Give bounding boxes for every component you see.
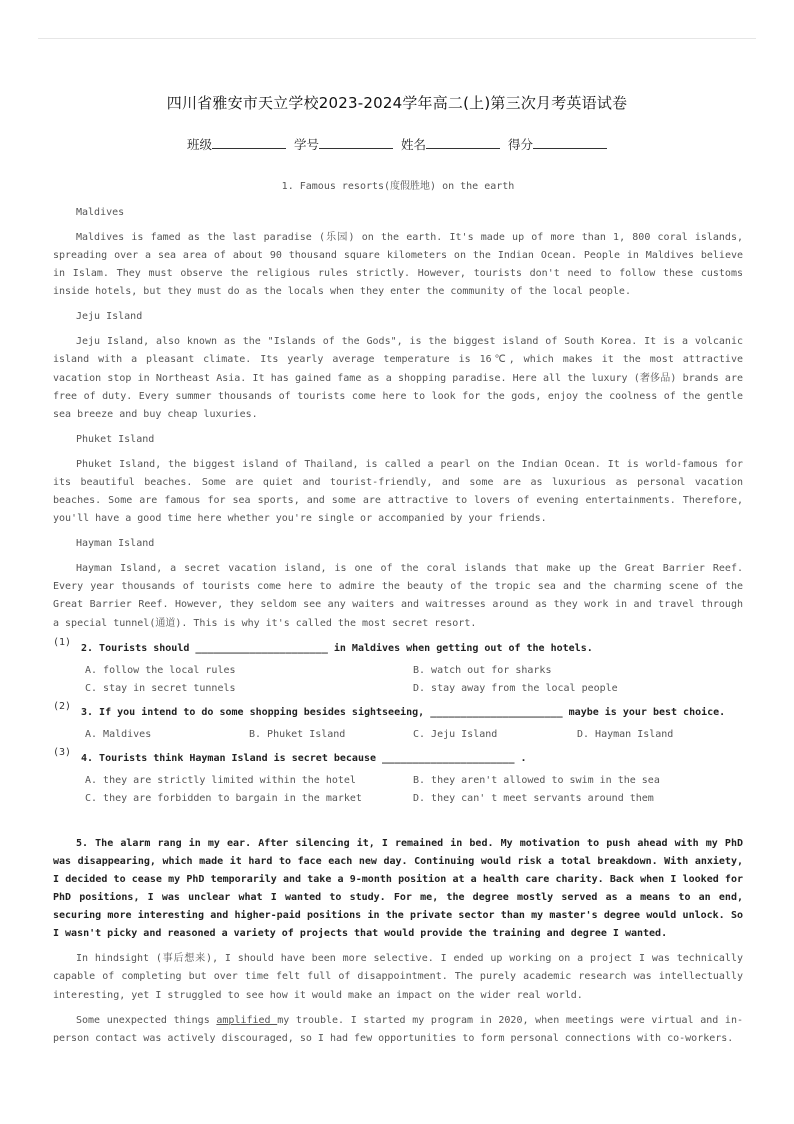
question-text: 2. Tourists should ______________________ in Maldives when getting out of the hotels. — [81, 642, 593, 654]
question-3-options — [85, 726, 743, 744]
section5-lead-paragraph: 5. The alarm rang in my ear. After silencing it, I remained in bed. My motivation to push ahead with my PhD was disappearing, which made it hard to face each new day. Continuing would risk a total breakdown. With anxiety, I decided to cease my PhD temporarily and take a 9-month position at a health care charity. Back when I looked for PhD positions, I was unclear what I wanted to study. For me, the degree mostly served as a means to an end, securing more interesting and higher-paid positions in the private sector than my master's degree would unlock. So I wasn't picky and reasoned a variety of projects that would provide the training and degree I wanted. — [53, 837, 743, 940]
passage-title-phuket: Phuket Island — [76, 433, 155, 445]
option-d[interactable]: D. they can' t meet servants around them — [413, 793, 654, 805]
question-text: 4. Tourists think Hayman Island is secret because ______________________ . — [81, 753, 527, 765]
option-a[interactable]: A. follow the local rules — [85, 664, 236, 676]
option-c[interactable]: C. Jeju Island — [413, 729, 498, 741]
section5-paragraph-3 — [53, 1012, 743, 1048]
option-d[interactable]: D. stay away from the local people — [413, 682, 618, 694]
question-2-options — [85, 662, 743, 699]
passage-jeju: Jeju Island, also known as the "Islands of the Gods", is the biggest island of South Korea. It is a volcanic island with a pleasant climate. Its yearly average temperature is 16℃, which makes it the most attractive vacation stop in Northeast Asia. It has gained fame as a shopping paradise. Here all the luxury (奢侈品) brands are free of duty. Every summer thousands of tourists come here to look for the gods, enjoy the coolness of the gentle sea breeze and buy cheap luxuries. — [53, 336, 743, 420]
option-a[interactable]: A. Maldives — [85, 729, 152, 741]
student-number-blank[interactable] — [319, 136, 393, 149]
option-a[interactable]: A. they are strictly limited within the hotel — [85, 775, 356, 787]
paragraph-text: Some unexpected things — [76, 1014, 217, 1026]
top-divider — [38, 38, 756, 39]
passage-maldives: Maldives is famed as the last paradise (乐园) on the earth. It's made up of more than 1, 800 coral islands, spreading over a sea area of about 90 thousand square kilometers on the Indian Ocean. People in Maldives believe in Islam. They must observe the religious rules strictly. However, tourists don't need to follow these customs inside hotels, but they must do as the locals when they enter the community of the local people. — [53, 232, 743, 298]
class-label: 班级 — [186, 137, 212, 152]
option-d[interactable]: D. Hayman Island — [577, 729, 674, 741]
score-blank[interactable] — [533, 136, 607, 149]
passage-phuket: Phuket Island, the biggest island of Thailand, is called a pearl on the Indian Ocean. It is world-famous for its beautiful beaches. Some are quiet and tourist-friendly, and some are as luxurious as personal vacation beaches. Some are famous for sea sports, and some are attractive to lovers of evening entertainments. Therefore, you'll have a good time here whether you're single or accompanied by your friends. — [53, 458, 743, 525]
paragraph-text: my trouble. I started my program in 2020, when meetings were virtual and in-person contact was actively discouraged, so I had few opportunities to form personal connections with co-workers. — [53, 1014, 743, 1044]
question-3 — [53, 701, 743, 722]
option-b[interactable]: B. watch out for sharks — [413, 664, 552, 676]
page-title: 四川省雅安市天立学校2023-2024学年高二(上)第三次月考英语试卷 — [166, 94, 628, 112]
passage-title-hayman: Hayman Island — [76, 538, 155, 550]
name-blank[interactable] — [426, 136, 500, 149]
score-label: 得分 — [507, 137, 533, 152]
student-number-label: 学号 — [293, 137, 319, 152]
question-number: (1) — [53, 636, 72, 648]
passage-title-maldives: Maldives — [76, 207, 125, 218]
question-text: 3. If you intend to do some shopping besides sightseeing, ______________________ maybe is your best choice. — [81, 707, 726, 719]
section1-heading: 1. Famous resorts(度假胜地) on the earth — [281, 181, 515, 192]
option-b[interactable]: B. Phuket Island — [249, 729, 346, 741]
option-b[interactable]: B. they aren't allowed to swim in the sea — [413, 775, 660, 787]
question-4 — [53, 747, 743, 768]
passage-title-jeju: Jeju Island — [76, 311, 143, 323]
underlined-word: amplified — [216, 1014, 278, 1026]
option-c[interactable]: C. they are forbidden to bargain in the market — [85, 793, 362, 805]
exam-content — [53, 178, 743, 1055]
question-number: (3) — [53, 747, 72, 759]
question-number: (2) — [53, 701, 72, 713]
question-4-options — [85, 772, 743, 809]
section5-paragraph-2: In hindsight (事后想来), I should have been more selective. I ended up working on a project I was technically capable of completing but over time felt full of disappointment. The purely academic research was intellectually interesting, yet I struggled to see how it would make an impact on the wider real world. — [53, 953, 743, 1001]
passage-hayman: Hayman Island, a secret vacation island, is one of the coral islands that make up the Great Barrier Reef. Every year thousands of tourists come here to admire the beauty of the tropic sea and the charming scene of the Great Barrier Reef. However, they seldom see any waiters and waitresses around as they work in and travel through a special tunnel(通道). This is why it's called the most secret resort. — [53, 563, 743, 629]
class-blank[interactable] — [212, 136, 286, 149]
question-2 — [53, 636, 743, 658]
student-info-line — [0, 135, 794, 153]
name-label: 姓名 — [400, 137, 426, 152]
option-c[interactable]: C. stay in secret tunnels — [85, 682, 236, 694]
